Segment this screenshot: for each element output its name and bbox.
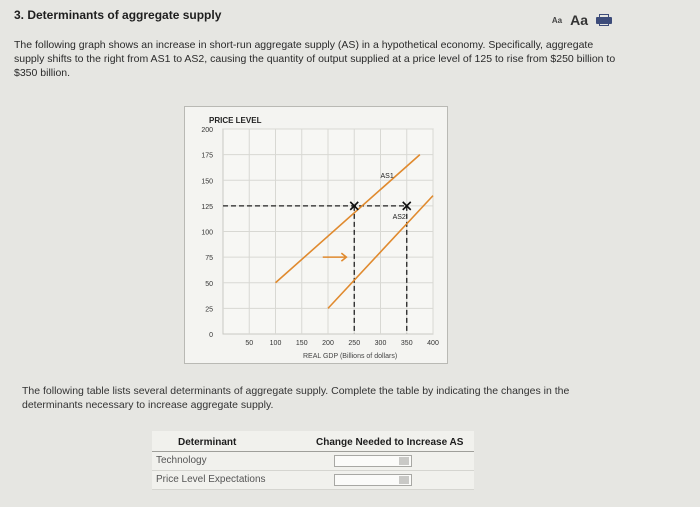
- question-title: 3. Determinants of aggregate supply: [14, 8, 222, 22]
- x-tick-label: 100: [269, 340, 282, 347]
- x-tick-label: 300: [374, 340, 387, 347]
- x-tick-label: 150: [295, 340, 308, 347]
- print-icon[interactable]: [596, 14, 612, 26]
- y-tick-label: 0: [209, 332, 213, 339]
- y-tick-label: 125: [201, 203, 213, 211]
- y-tick-label: 75: [205, 255, 213, 263]
- y-tick-label: 100: [201, 229, 213, 237]
- technology-change-select[interactable]: [334, 455, 412, 467]
- price-expectations-change-select[interactable]: [334, 474, 412, 486]
- row-label-price-expectations: Price Level Expectations: [156, 474, 266, 485]
- decrease-font-button[interactable]: Aa: [551, 15, 563, 25]
- chart-svg: [185, 107, 447, 363]
- x-tick-label: 350: [400, 340, 413, 347]
- header-change: Change Needed to Increase AS: [312, 431, 474, 452]
- header-determinant: Determinant: [152, 431, 312, 452]
- table-row: [152, 471, 474, 490]
- x-tick-label: 50: [245, 340, 254, 347]
- row-label-technology: Technology: [156, 455, 207, 466]
- series-label-as2: AS2: [392, 214, 406, 222]
- aggregate-supply-chart: [184, 106, 448, 364]
- x-tick-label: 250: [348, 340, 361, 347]
- x-tick-label: 200: [322, 340, 334, 347]
- font-tools: [552, 12, 612, 28]
- intro-text: The following graph shows an increase in short-run aggregate supply (AS) in a hypothetical economy. Specifically, aggregate supply shifts to the right from AS1 to AS2, causing the quantity of output supplied at a price level of 125 to rise from $250 billion to $350 billion.: [14, 39, 616, 79]
- y-axis-label: PRICE LEVEL: [209, 116, 262, 125]
- y-tick-label: 150: [201, 178, 213, 186]
- x-axis-label: REAL GDP (Billions of dollars): [303, 353, 398, 360]
- x-tick-label: 400: [427, 340, 439, 347]
- y-tick-label: 25: [205, 306, 213, 314]
- series-label-as1: AS1: [380, 173, 394, 181]
- table-row: [152, 452, 474, 471]
- y-tick-label: 50: [205, 280, 213, 288]
- increase-font-button[interactable]: Aa: [570, 12, 588, 28]
- question-text: The following table lists several determinants of aggregate supply. Complete the table by indicating the changes in the determinants necessary to increase aggregate supply.: [22, 385, 570, 411]
- determinants-table: [152, 431, 474, 490]
- y-tick-label: 200: [201, 127, 213, 134]
- y-tick-label: 175: [201, 152, 213, 160]
